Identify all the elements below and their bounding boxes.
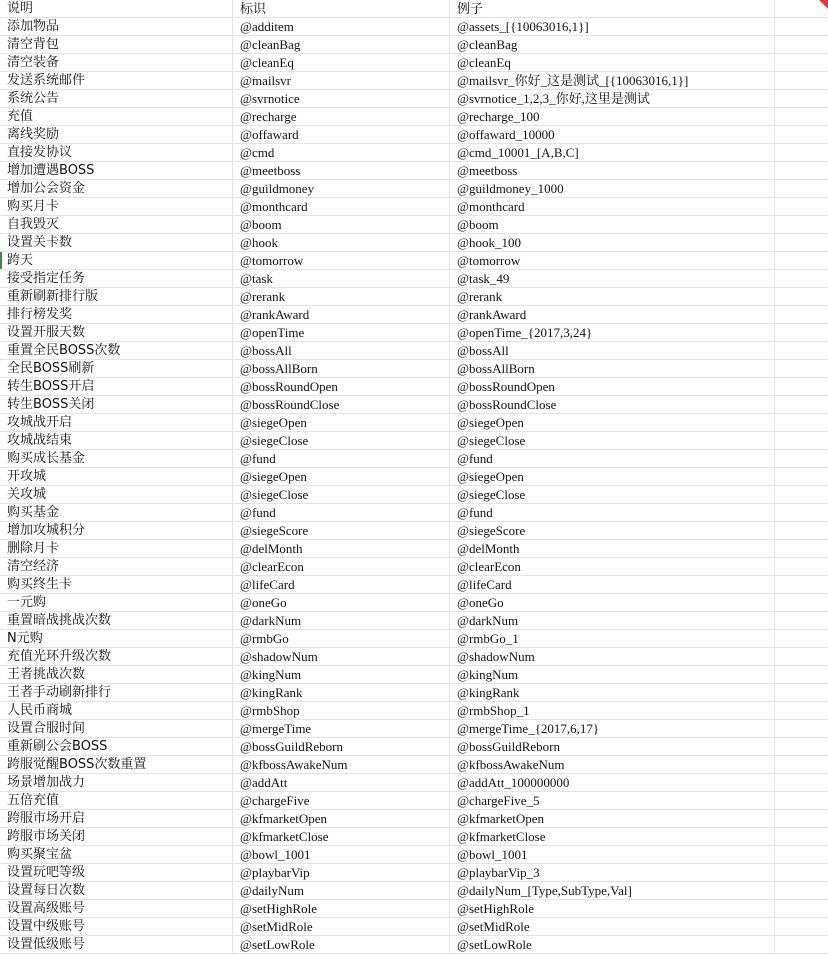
empty-cell[interactable] — [775, 684, 828, 701]
table-row — [0, 666, 828, 684]
empty-cell[interactable] — [775, 162, 828, 179]
table-row — [0, 522, 828, 540]
table-body — [0, 18, 828, 954]
cell-identifier[interactable]: @darkNum — [233, 612, 450, 629]
cell-identifier[interactable]: @shadowNum — [233, 648, 450, 665]
table-row — [0, 252, 828, 270]
cell-description[interactable]: 购买聚宝盆 — [0, 846, 233, 863]
table-row — [0, 576, 828, 594]
table-row — [0, 324, 828, 342]
table-row — [0, 540, 828, 558]
cell-description[interactable]: 人民币商城 — [0, 702, 233, 719]
cell-example[interactable]: @openTime_{2017,3,24} — [450, 324, 775, 341]
cell-description[interactable]: 转生BOSS开启 — [0, 378, 233, 395]
cell-identifier[interactable]: @mailsvr — [233, 72, 450, 89]
empty-cell[interactable] — [775, 738, 828, 755]
cell-description[interactable]: 购买成长基金 — [0, 450, 233, 467]
empty-cell[interactable] — [775, 486, 828, 503]
cell-example[interactable]: @fund — [450, 450, 775, 467]
table-row — [0, 450, 828, 468]
cell-example[interactable]: @chargeFive_5 — [450, 792, 775, 809]
cell-example[interactable]: @delMonth — [450, 540, 775, 557]
cell-description[interactable]: 离线奖励 — [0, 126, 233, 143]
cell-identifier[interactable]: @bossAllBorn — [233, 360, 450, 377]
table-row — [0, 342, 828, 360]
table-row — [0, 720, 828, 738]
header-row — [0, 0, 828, 18]
cell-example[interactable]: @siegeClose — [450, 432, 775, 449]
table-row — [0, 54, 828, 72]
cell-identifier[interactable]: @tomorrow — [233, 252, 450, 269]
empty-cell[interactable] — [775, 450, 828, 467]
cell-identifier[interactable]: @chargeFive — [233, 792, 450, 809]
header-cell-description[interactable]: 说明 — [0, 0, 233, 17]
empty-cell[interactable] — [775, 468, 828, 485]
cell-example[interactable]: @bossGuildReborn — [450, 738, 775, 755]
empty-cell[interactable] — [775, 558, 828, 575]
cell-identifier[interactable]: @cmd — [233, 144, 450, 161]
cell-identifier[interactable]: @bossAll — [233, 342, 450, 359]
cell-example[interactable]: @darkNum — [450, 612, 775, 629]
empty-cell[interactable] — [775, 306, 828, 323]
cell-identifier[interactable]: @setLowRole — [233, 936, 450, 953]
cell-example[interactable]: @siegeOpen — [450, 414, 775, 431]
cell-identifier[interactable]: @setHighRole — [233, 900, 450, 917]
cell-identifier[interactable]: @mergeTime — [233, 720, 450, 737]
cell-identifier[interactable]: @rmbShop — [233, 702, 450, 719]
cell-identifier[interactable]: @clearEcon — [233, 558, 450, 575]
cell-example[interactable]: @cmd_10001_[A,B,C] — [450, 144, 775, 161]
empty-cell[interactable] — [775, 108, 828, 125]
cell-description[interactable]: 攻城战结束 — [0, 432, 233, 449]
table-row — [0, 756, 828, 774]
cell-description[interactable]: 开攻城 — [0, 468, 233, 485]
table-row — [0, 774, 828, 792]
cell-description[interactable]: 一元购 — [0, 594, 233, 611]
cell-description[interactable]: 转生BOSS关闭 — [0, 396, 233, 413]
cell-identifier[interactable]: @kfmarketOpen — [233, 810, 450, 827]
cell-identifier[interactable]: @kingRank — [233, 684, 450, 701]
cell-description[interactable]: 设置每日次数 — [0, 882, 233, 899]
empty-cell[interactable] — [775, 126, 828, 143]
cell-description[interactable]: 接受指定任务 — [0, 270, 233, 287]
cell-example[interactable]: @siegeClose — [450, 486, 775, 503]
cell-description[interactable]: 跨服市场关闭 — [0, 828, 233, 845]
table-row — [0, 36, 828, 54]
cell-identifier[interactable]: @setMidRole — [233, 918, 450, 935]
cell-example[interactable]: @cleanBag — [450, 36, 775, 53]
cell-identifier[interactable]: @addAtt — [233, 774, 450, 791]
cell-identifier[interactable]: @cleanBag — [233, 36, 450, 53]
cell-example[interactable]: @playbarVip_3 — [450, 864, 775, 881]
cell-description[interactable]: 重置暗战挑战次数 — [0, 612, 233, 629]
cell-identifier[interactable]: @lifeCard — [233, 576, 450, 593]
cell-identifier[interactable]: @rmbGo — [233, 630, 450, 647]
table-row — [0, 828, 828, 846]
cell-example[interactable]: @bowl_1001 — [450, 846, 775, 863]
table-row — [0, 270, 828, 288]
cell-example[interactable]: @siegeOpen — [450, 468, 775, 485]
empty-cell[interactable] — [775, 72, 828, 89]
cell-example[interactable]: @lifeCard — [450, 576, 775, 593]
table-row — [0, 558, 828, 576]
cell-identifier[interactable]: @delMonth — [233, 540, 450, 557]
cell-example[interactable]: @dailyNum_[Type,SubType,Val] — [450, 882, 775, 899]
cell-example[interactable]: @cleanEq — [450, 54, 775, 71]
cell-example[interactable]: @kfmarketClose — [450, 828, 775, 845]
cell-identifier[interactable]: @svrnotice — [233, 90, 450, 107]
table-row — [0, 648, 828, 666]
cell-description[interactable]: 设置关卡数 — [0, 234, 233, 251]
table-row — [0, 126, 828, 144]
empty-cell[interactable] — [775, 882, 828, 899]
cell-example[interactable]: @fund — [450, 504, 775, 521]
cell-identifier[interactable]: @bowl_1001 — [233, 846, 450, 863]
empty-cell[interactable] — [775, 234, 828, 251]
cell-description[interactable]: 王者手动刷新排行 — [0, 684, 233, 701]
cell-description[interactable]: 场景增加战力 — [0, 774, 233, 791]
cell-identifier[interactable]: @cleanEq — [233, 54, 450, 71]
cell-identifier[interactable]: @openTime — [233, 324, 450, 341]
empty-cell[interactable] — [775, 216, 828, 233]
cell-description[interactable]: 增加公会资金 — [0, 180, 233, 197]
table-row — [0, 108, 828, 126]
cell-description[interactable]: 设置开服天数 — [0, 324, 233, 341]
cell-identifier[interactable]: @dailyNum — [233, 882, 450, 899]
cell-example[interactable]: @mergeTime_{2017,6,17} — [450, 720, 775, 737]
cell-description[interactable]: 设置合服时间 — [0, 720, 233, 737]
table-row — [0, 702, 828, 720]
empty-cell[interactable] — [775, 396, 828, 413]
cell-example[interactable]: @kfmarketOpen — [450, 810, 775, 827]
cell-identifier[interactable]: @hook — [233, 234, 450, 251]
cell-description[interactable]: 添加物品 — [0, 18, 233, 35]
cell-description[interactable]: 直接发协议 — [0, 144, 233, 161]
cell-identifier[interactable]: @siegeClose — [233, 432, 450, 449]
cell-identifier[interactable]: @recharge — [233, 108, 450, 125]
empty-cell[interactable] — [775, 666, 828, 683]
cell-example[interactable]: @bossRoundClose — [450, 396, 775, 413]
cell-identifier[interactable]: @siegeClose — [233, 486, 450, 503]
cell-example[interactable]: @monthcard — [450, 198, 775, 215]
table-row — [0, 144, 828, 162]
empty-cell[interactable] — [775, 648, 828, 665]
table-row — [0, 864, 828, 882]
empty-cell[interactable] — [775, 252, 828, 269]
table-row — [0, 288, 828, 306]
table-row — [0, 846, 828, 864]
empty-cell[interactable] — [775, 270, 828, 287]
table-row — [0, 234, 828, 252]
cell-example[interactable]: @rmbGo_1 — [450, 630, 775, 647]
empty-cell[interactable] — [775, 828, 828, 845]
cell-example[interactable]: @bossRoundOpen — [450, 378, 775, 395]
cell-example[interactable]: @shadowNum — [450, 648, 775, 665]
cell-description[interactable]: 增加遭遇BOSS — [0, 162, 233, 179]
cell-example[interactable]: @siegeScore — [450, 522, 775, 539]
table-row — [0, 738, 828, 756]
table-row — [0, 936, 828, 954]
cell-example[interactable]: @recharge_100 — [450, 108, 775, 125]
cell-description[interactable]: 充值 — [0, 108, 233, 125]
cell-identifier[interactable]: @bossGuildReborn — [233, 738, 450, 755]
cell-description[interactable]: 重置全民BOSS次数 — [0, 342, 233, 359]
empty-cell[interactable] — [775, 774, 828, 791]
table-row — [0, 18, 828, 36]
cell-identifier[interactable]: @meetboss — [233, 162, 450, 179]
empty-cell[interactable] — [775, 702, 828, 719]
empty-cell[interactable] — [775, 846, 828, 863]
table-row — [0, 468, 828, 486]
cell-example[interactable]: @offaward_10000 — [450, 126, 775, 143]
cell-description[interactable]: 购买终生卡 — [0, 576, 233, 593]
cell-description[interactable]: 跨天 — [0, 252, 233, 269]
cell-example[interactable]: @rerank — [450, 288, 775, 305]
cell-description[interactable]: 攻城战开启 — [0, 414, 233, 431]
cell-description[interactable]: 充值光环升级次数 — [0, 648, 233, 665]
table-row — [0, 594, 828, 612]
cell-description[interactable]: 清空经济 — [0, 558, 233, 575]
cell-example[interactable]: @guildmoney_1000 — [450, 180, 775, 197]
empty-cell[interactable] — [775, 144, 828, 161]
cell-identifier[interactable]: @bossRoundOpen — [233, 378, 450, 395]
empty-cell[interactable] — [775, 612, 828, 629]
empty-cell[interactable] — [775, 36, 828, 53]
empty-cell[interactable] — [775, 324, 828, 341]
cell-description[interactable]: 购买基金 — [0, 504, 233, 521]
cell-example[interactable]: @assets_[{10063016,1}] — [450, 18, 775, 35]
cell-description[interactable]: 设置低级账号 — [0, 936, 233, 953]
table-row — [0, 414, 828, 432]
table-row — [0, 162, 828, 180]
table-row — [0, 684, 828, 702]
cell-description[interactable]: N元购 — [0, 630, 233, 647]
cell-identifier[interactable]: @boom — [233, 216, 450, 233]
comment-indicator-icon — [819, 0, 828, 9]
header-cell-identifier[interactable]: 标识 — [233, 0, 450, 17]
cell-identifier[interactable]: @offaward — [233, 126, 450, 143]
empty-cell[interactable] — [775, 90, 828, 107]
cell-identifier[interactable]: @kfmarketClose — [233, 828, 450, 845]
empty-cell[interactable] — [775, 576, 828, 593]
cell-description[interactable]: 设置中级账号 — [0, 918, 233, 935]
table-row — [0, 630, 828, 648]
table-row — [0, 612, 828, 630]
cell-identifier[interactable]: @additem — [233, 18, 450, 35]
empty-cell[interactable] — [775, 900, 828, 917]
cell-description[interactable]: 设置玩吧等级 — [0, 864, 233, 881]
table-row — [0, 396, 828, 414]
cell-example[interactable]: @svrnotice_1,2,3_你好,这里是测试 — [450, 90, 775, 107]
cell-description[interactable]: 重新刷新排行版 — [0, 288, 233, 305]
cell-identifier[interactable]: @rankAward — [233, 306, 450, 323]
table-row — [0, 432, 828, 450]
cell-example[interactable]: @kingRank — [450, 684, 775, 701]
empty-cell[interactable] — [775, 414, 828, 431]
cell-description[interactable]: 删除月卡 — [0, 540, 233, 557]
cell-example[interactable]: @hook_100 — [450, 234, 775, 251]
header-cell-example[interactable]: 例子 — [450, 0, 775, 17]
table-row — [0, 90, 828, 108]
cell-description[interactable]: 清空装备 — [0, 54, 233, 71]
table-row — [0, 504, 828, 522]
cell-example[interactable]: @rankAward — [450, 306, 775, 323]
cell-identifier[interactable]: @kingNum — [233, 666, 450, 683]
table-row — [0, 360, 828, 378]
table-row — [0, 486, 828, 504]
cell-identifier[interactable]: @fund — [233, 450, 450, 467]
cell-description[interactable]: 清空背包 — [0, 36, 233, 53]
cell-example[interactable]: @setMidRole — [450, 918, 775, 935]
empty-cell[interactable] — [775, 810, 828, 827]
table-row — [0, 306, 828, 324]
table-row — [0, 882, 828, 900]
cell-description[interactable]: 购买月卡 — [0, 198, 233, 215]
cell-description[interactable]: 关攻城 — [0, 486, 233, 503]
cell-example[interactable]: @oneGo — [450, 594, 775, 611]
cell-description[interactable]: 发送系统邮件 — [0, 72, 233, 89]
empty-cell[interactable] — [775, 198, 828, 215]
table-row — [0, 198, 828, 216]
cell-example[interactable]: @meetboss — [450, 162, 775, 179]
cell-identifier[interactable]: @task — [233, 270, 450, 287]
empty-cell[interactable] — [775, 864, 828, 881]
cell-example[interactable]: @mailsvr_你好_这是测试_[{10063016,1}] — [450, 72, 775, 89]
empty-cell[interactable] — [775, 792, 828, 809]
empty-cell[interactable] — [775, 594, 828, 611]
empty-cell[interactable] — [775, 378, 828, 395]
cell-example[interactable]: @clearEcon — [450, 558, 775, 575]
cell-description[interactable]: 跨服觉醒BOSS次数重置 — [0, 756, 233, 773]
cell-description[interactable]: 增加攻城积分 — [0, 522, 233, 539]
cell-description[interactable]: 全民BOSS刷新 — [0, 360, 233, 377]
cell-example[interactable]: @bossAll — [450, 342, 775, 359]
cell-example[interactable]: @kingNum — [450, 666, 775, 683]
table-row — [0, 378, 828, 396]
cell-description[interactable]: 设置高级账号 — [0, 900, 233, 917]
empty-cell[interactable] — [775, 432, 828, 449]
table-row — [0, 216, 828, 234]
cell-identifier[interactable]: @oneGo — [233, 594, 450, 611]
cell-identifier[interactable]: @siegeScore — [233, 522, 450, 539]
cell-description[interactable]: 五倍充值 — [0, 792, 233, 809]
cell-identifier[interactable]: @rerank — [233, 288, 450, 305]
cell-description[interactable]: 排行榜发奖 — [0, 306, 233, 323]
cell-example[interactable]: @setHighRole — [450, 900, 775, 917]
empty-cell[interactable] — [775, 342, 828, 359]
cell-example[interactable]: @boom — [450, 216, 775, 233]
empty-cell[interactable] — [775, 54, 828, 71]
empty-cell[interactable] — [775, 360, 828, 377]
cell-example[interactable]: @bossAllBorn — [450, 360, 775, 377]
cell-identifier[interactable]: @siegeOpen — [233, 468, 450, 485]
cell-identifier[interactable]: @bossRoundClose — [233, 396, 450, 413]
table-row — [0, 810, 828, 828]
table-row — [0, 918, 828, 936]
cell-description[interactable]: 系统公告 — [0, 90, 233, 107]
empty-cell[interactable] — [775, 288, 828, 305]
cell-example[interactable]: @task_49 — [450, 270, 775, 287]
cell-identifier[interactable]: @kfbossAwakeNum — [233, 756, 450, 773]
cell-identifier[interactable]: @monthcard — [233, 198, 450, 215]
table-row — [0, 72, 828, 90]
cell-example[interactable]: @rmbShop_1 — [450, 702, 775, 719]
empty-cell[interactable] — [775, 522, 828, 539]
cell-identifier[interactable]: @guildmoney — [233, 180, 450, 197]
table-row — [0, 792, 828, 810]
cell-example[interactable]: @setLowRole — [450, 936, 775, 953]
cell-identifier[interactable]: @siegeOpen — [233, 414, 450, 431]
empty-cell[interactable] — [775, 504, 828, 521]
empty-cell[interactable] — [775, 540, 828, 557]
cell-example[interactable]: @addAtt_100000000 — [450, 774, 775, 791]
table-row — [0, 180, 828, 198]
cell-identifier[interactable]: @playbarVip — [233, 864, 450, 881]
empty-cell[interactable] — [775, 180, 828, 197]
table-row — [0, 900, 828, 918]
cell-description[interactable]: 王者挑战次数 — [0, 666, 233, 683]
empty-cell[interactable] — [775, 18, 828, 35]
empty-cell[interactable] — [775, 756, 828, 773]
empty-cell[interactable] — [775, 720, 828, 737]
empty-cell[interactable] — [775, 918, 828, 935]
cell-description[interactable]: 跨服市场开启 — [0, 810, 233, 827]
cell-example[interactable]: @kfbossAwakeNum — [450, 756, 775, 773]
cell-description[interactable]: 重新刷公会BOSS — [0, 738, 233, 755]
cell-identifier[interactable]: @fund — [233, 504, 450, 521]
cell-description[interactable]: 自我毁灭 — [0, 216, 233, 233]
empty-cell[interactable] — [775, 630, 828, 647]
cell-example[interactable]: @tomorrow — [450, 252, 775, 269]
empty-cell[interactable] — [775, 936, 828, 953]
